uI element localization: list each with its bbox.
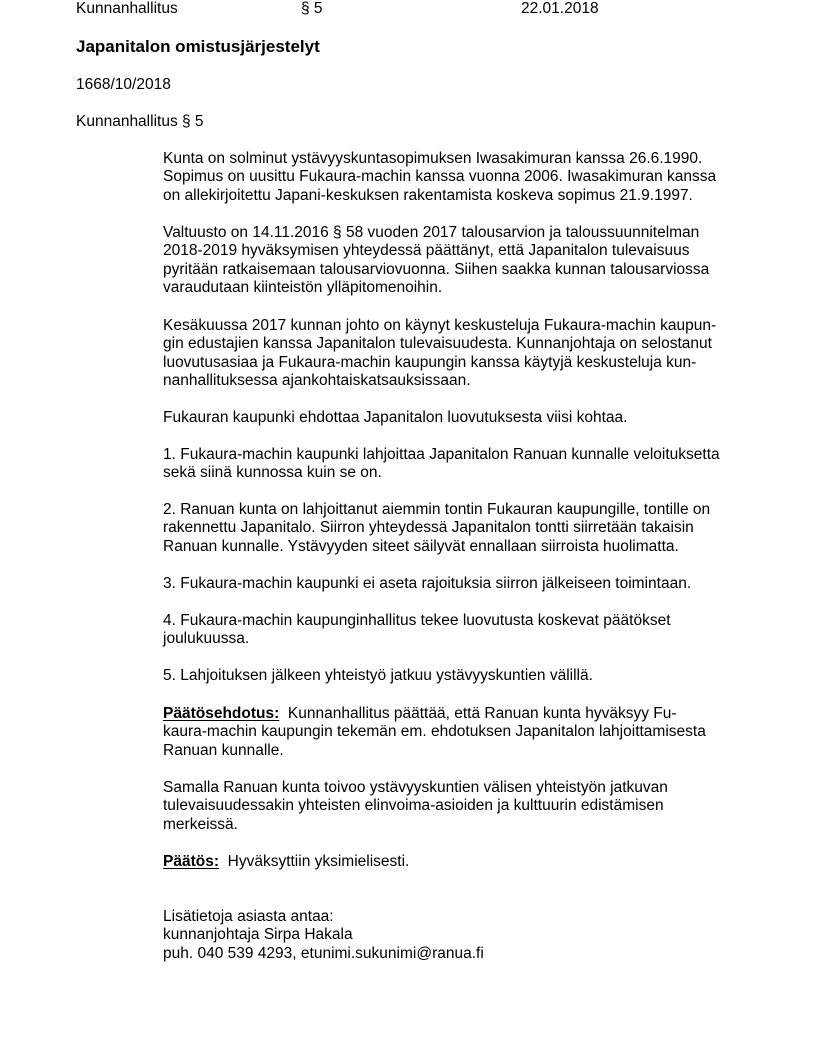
text-line: Samalla Ranuan kunta toivoo ystävyyskuntien välisen yhteistyön jatkuvan — [163, 779, 668, 796]
text-line: on allekirjoitettu Japani-keskuksen rakentamista koskeva sopimus 21.9.1997. — [163, 186, 693, 204]
header-section: § 5 — [301, 0, 323, 17]
text-line: varaudutaan kiinteistön ylläpitomenoihin. — [163, 279, 443, 297]
contact-info — [163, 908, 484, 963]
text-line: nanhallituksessa ajankohtaiskatsauksissaan. — [163, 372, 471, 390]
text-line: 2018-2019 hyväksymisen yhteydessä päättänyt, että Japanitalon tulevaisuus — [163, 242, 690, 260]
text-line: kaura-machin kaupungin tekemän em. ehdotuksen Japanitalon lahjoittamisesta — [163, 723, 706, 741]
text-line: Ranuan kunnalle. — [163, 741, 284, 759]
decision — [163, 853, 409, 871]
text-line: 5. Lahjoituksen jälkeen yhteistyö jatkuu ystävyyskuntien välillä. — [163, 667, 593, 684]
paragraph-cooperation — [163, 779, 668, 834]
text-line: Fukauran kaupunki ehdottaa Japanitalon luovutuksesta viisi kohtaa. — [163, 409, 628, 426]
text-line: joulukuussa. — [163, 630, 250, 648]
document-number: 1668/10/2018 — [76, 76, 171, 93]
text-line: 3. Fukaura-machin kaupunki ei aseta rajoituksia siirron jälkeiseen toimintaan. — [163, 575, 692, 592]
text-line: gin edustajien kanssa Japanitalon tulevaisuudesta. Kunnanjohtaja on selostanut — [163, 335, 712, 353]
paragraph-proposal-intro — [163, 409, 627, 427]
decision-text: Hyväksyttiin yksimielisesti. — [227, 853, 410, 870]
list-item-2 — [163, 501, 710, 556]
list-item-4 — [163, 612, 671, 649]
header-organ: Kunnanhallitus — [76, 0, 178, 17]
text-line — [163, 705, 706, 723]
contact-person: kunnanjohtaja Sirpa Hakala — [163, 926, 353, 944]
contact-phone-email: puh. 040 539 4293, etunimi.sukunimi@ranua.fi — [163, 944, 484, 962]
text-line: Kesäkuussa 2017 kunnan johto on käynyt keskusteluja Fukaura-machin kaupun- — [163, 317, 717, 334]
text-line: 1. Fukaura-machin kaupunki lahjoittaa Japanitalon Ranuan kunnalle veloituksetta — [163, 446, 720, 463]
proposal-text: Kunnanhallitus päättää, että Ranuan kunta hyväksyy Fu- — [287, 705, 677, 722]
text-line: Sopimus on uusittu Fukaura-machin kanssa vuonna 2006. Iwasakimuran kanssa — [163, 168, 717, 186]
list-item-5 — [163, 667, 593, 685]
text-line: rakennettu Japanitalo. Siirron yhteydessä Japanitalon tontti siirretään takaisin — [163, 519, 694, 537]
text-line: tulevaisuudessakin yhteisten elinvoima-asioiden ja kulttuurin edistämisen — [163, 797, 664, 815]
contact-heading: Lisätietoja asiasta antaa: — [163, 908, 334, 925]
list-item-3 — [163, 575, 691, 593]
section-reference: Kunnanhallitus § 5 — [76, 113, 204, 130]
proposal-label: Päätösehdotus: — [163, 705, 280, 722]
document-title: Japanitalon omistusjärjestelyt — [76, 37, 320, 56]
text-line: 2. Ranuan kunta on lahjoittanut aiemmin tontin Fukauran kaupungille, tontille on — [163, 501, 711, 518]
text-line: Valtuusto on 14.11.2016 § 58 vuoden 2017 talousarvion ja taloussuunnitelman — [163, 224, 700, 241]
decision-label: Päätös: — [163, 853, 219, 870]
paragraph-discussions — [163, 317, 716, 391]
text-line: pyritään ratkaisemaan talousarviovuonna. Siihen saakka kunnan talousarviossa — [163, 260, 710, 278]
decision-proposal — [163, 705, 706, 760]
text-line: merkeissä. — [163, 815, 238, 833]
text-line: Kunta on solminut ystävyyskuntasopimuksen Iwasakimuran kanssa 26.6.1990. — [163, 150, 703, 167]
text-line: 4. Fukaura-machin kaupunginhallitus tekee luovutusta koskevat päätökset — [163, 612, 671, 629]
header-date: 22.01.2018 — [521, 0, 599, 17]
text-line: luovutusasiaa ja Fukaura-machin kaupungin kanssa käytyjä keskusteluja kun- — [163, 353, 697, 371]
paragraph-agreements — [163, 150, 716, 205]
text-line — [163, 853, 409, 871]
text-line: Ranuan kunnalle. Ystävyyden siteet säilyvät ennallaan siirroista huolimatta. — [163, 537, 679, 555]
paragraph-council-decision — [163, 224, 709, 298]
text-line: sekä siinä kunnossa kuin se on. — [163, 464, 382, 482]
list-item-1 — [163, 446, 720, 483]
